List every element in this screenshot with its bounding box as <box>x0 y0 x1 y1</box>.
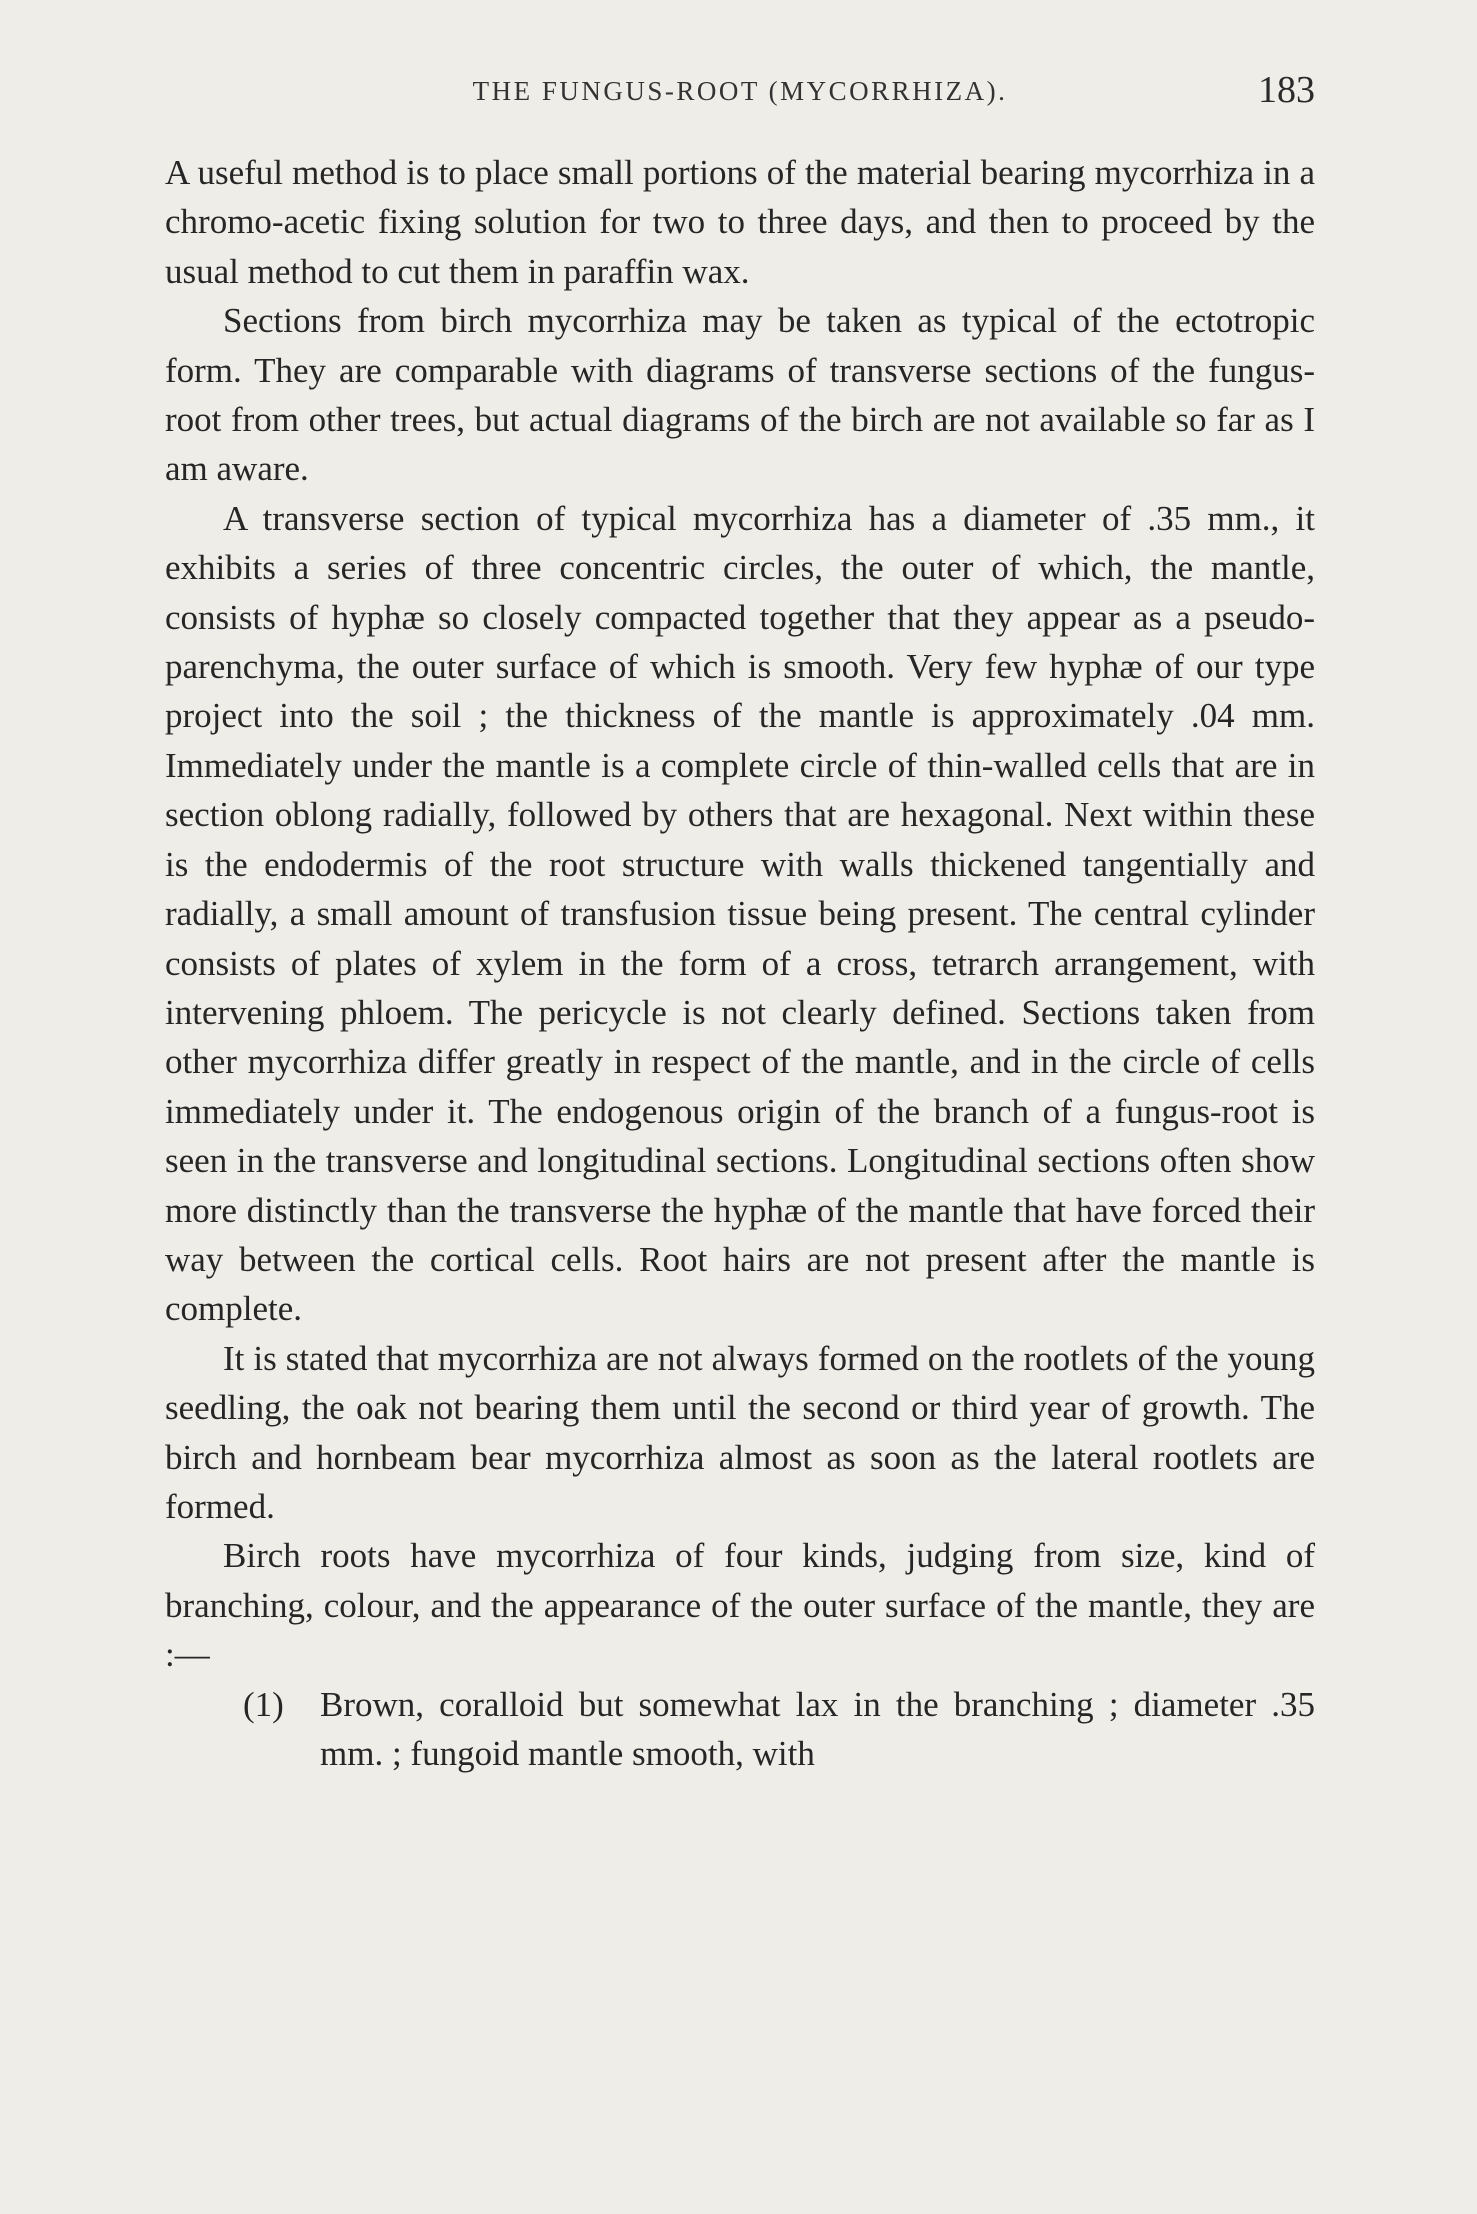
list-item-text: Brown, coralloid but somewhat lax in the branching ; diameter .35 mm. ; fungoid mantle smooth, with <box>320 1684 1315 1773</box>
paragraph-seedling-mycorrhiza: It is stated that mycorrhiza are not always formed on the rootlets of the young seedling, the oak not bearing them until the second or third year of growth. The birch and hornbeam bear mycorrhiza almost as soon as the lateral rootlets are formed. <box>165 1338 1315 1526</box>
page-number: 183 <box>1258 69 1315 111</box>
running-head <box>165 68 1315 128</box>
list-marker: (1) <box>243 1684 284 1724</box>
paragraph-four-kinds: Birch roots have mycorrhiza of four kinds, judging from size, kind of branching, colour, and the appearance of the outer surface of the mantle, they are :— <box>165 1536 1315 1675</box>
list-item <box>165 1680 1315 1779</box>
paragraph-fixing-method: A useful method is to place small portions of the material bearing mycorrhiza in a chromo-acetic fixing solution for two to three days, and then to proceed by the usual method to cut them in paraffin wax. <box>165 153 1315 291</box>
paragraph-transverse-section: A transverse section of typical mycorrhiza has a diameter of .35 mm., it exhibits a series of three concentric circles, the outer of which, the mantle, consists of hyphæ so closely compacted together that they appear as a pseudo-parenchyma, the outer surface of which is smooth. Very few hyphæ of our type project into the soil ; the thickness of the mantle is approximately .04 mm. Immediately under the mantle is a complete circle of thin-walled cells that are in section oblong radially, followed by others that are hexagonal. Next within these is the endodermis of the root structure with walls thickened tangentially and radially, a small amount of transfusion tissue being present. The central cylinder consists of plates of xylem in the form of a cross, tetrarch arrangement, with intervening phloem. The pericycle is not clearly defined. Sections taken from other mycorrhiza differ greatly in respect of the mantle, and in the circle of cells immediately under it. The endogenous origin of the branch of a fungus-root is seen in the transverse and longitudinal sections. Longitudinal sections often show more distinctly than the transverse the hyphæ of the mantle that have forced their way between the cortical cells. Root hairs are not present after the mantle is complete. <box>165 498 1315 1329</box>
paragraph-birch-sections: Sections from birch mycorrhiza may be taken as typical of the ectotropic form. They are comparable with diagrams of transverse sections of the fungus-root from other trees, but actual diagrams of the birch are not available so far as I am aware. <box>165 301 1315 489</box>
body-text <box>165 148 1315 1778</box>
running-title: THE FUNGUS-ROOT (MYCORRHIZA). <box>472 76 1008 106</box>
